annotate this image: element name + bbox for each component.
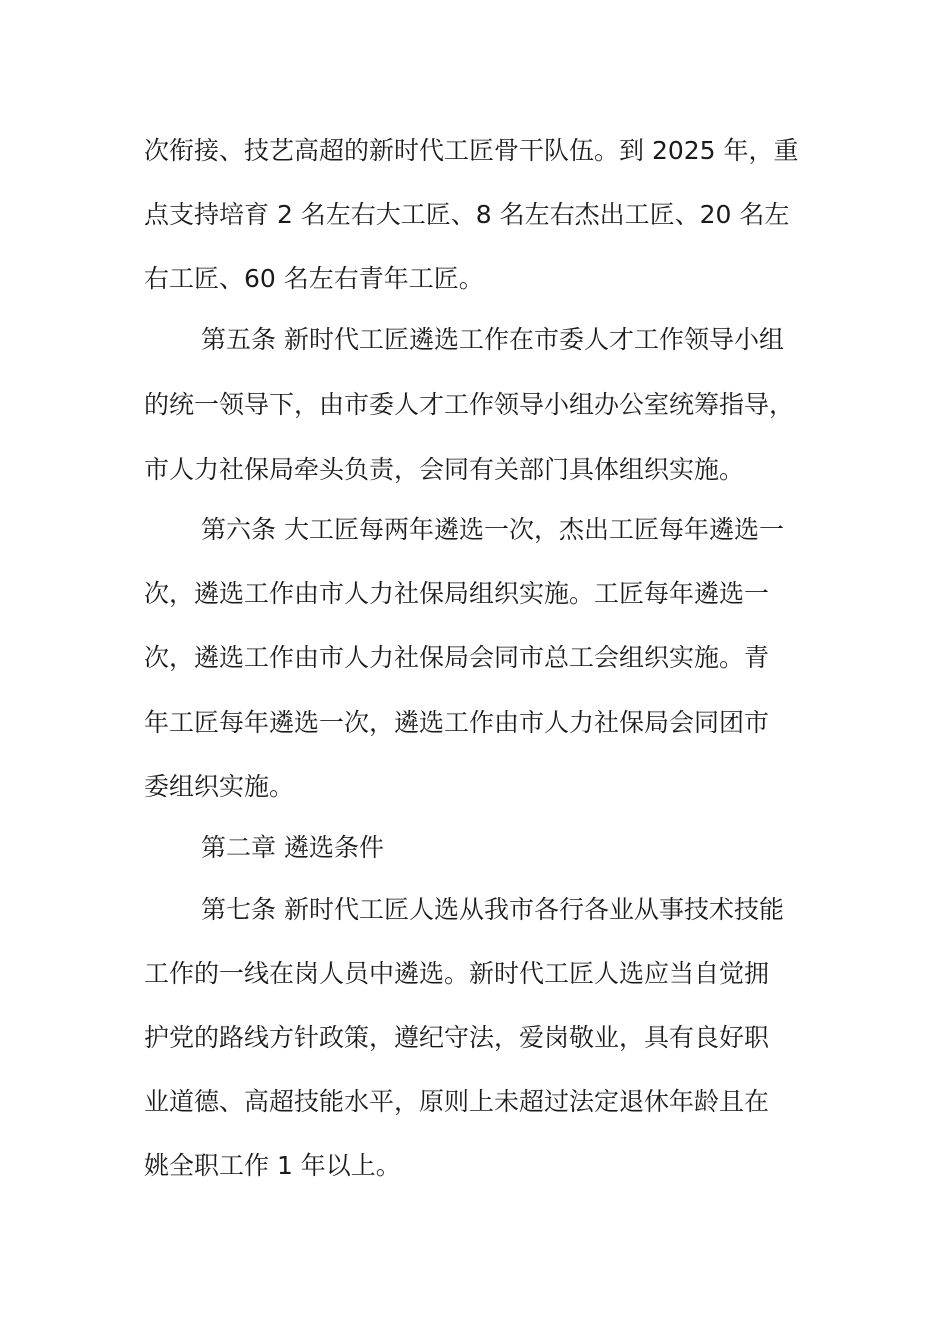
text-line: 次，遴选工作由市人力社保局组织实施。工匠每年遴选一 [144,579,770,608]
text-line: 点支持培育 2 名左右大工匠、8 名左右杰出工匠、20 名左 [144,200,790,229]
article-5-heading-line: 第五条 新时代工匠遴选工作在市委人才工作领导小组 [201,325,784,354]
text-line: 右工匠、60 名左右青年工匠。 [144,264,484,293]
text-line: 护党的路线方针政策，遵纪守法，爱岗敬业，具有良好职 [144,1023,770,1052]
text-line: 次衔接、技艺高超的新时代工匠骨干队伍。到 2025 年，重 [144,136,799,165]
text-line: 次，遴选工作由市人力社保局会同市总工会组织实施。青 [144,643,770,672]
text-line: 年工匠每年遴选一次，遴选工作由市人力社保局会同团市 [144,708,770,737]
article-6-heading-line: 第六条 大工匠每两年遴选一次，杰出工匠每年遴选一 [201,515,784,544]
text-line: 的统一领导下，由市委人才工作领导小组办公室统筹指导， [144,390,795,419]
text-line: 工作的一线在岗人员中遴选。新时代工匠人选应当自觉拥 [144,959,770,988]
text-line: 市人力社保局牵头负责，会同有关部门具体组织实施。 [144,455,745,484]
text-line: 姚全职工作 1 年以上。 [144,1151,401,1180]
text-line: 业道德、高超技能水平，原则上未超过法定退休年龄且在 [144,1087,770,1116]
text-line: 委组织实施。 [144,772,295,801]
article-7-heading-line: 第七条 新时代工匠人选从我市各行各业从事技术技能 [201,895,784,924]
chapter-2-heading: 第二章 遴选条件 [201,833,384,862]
